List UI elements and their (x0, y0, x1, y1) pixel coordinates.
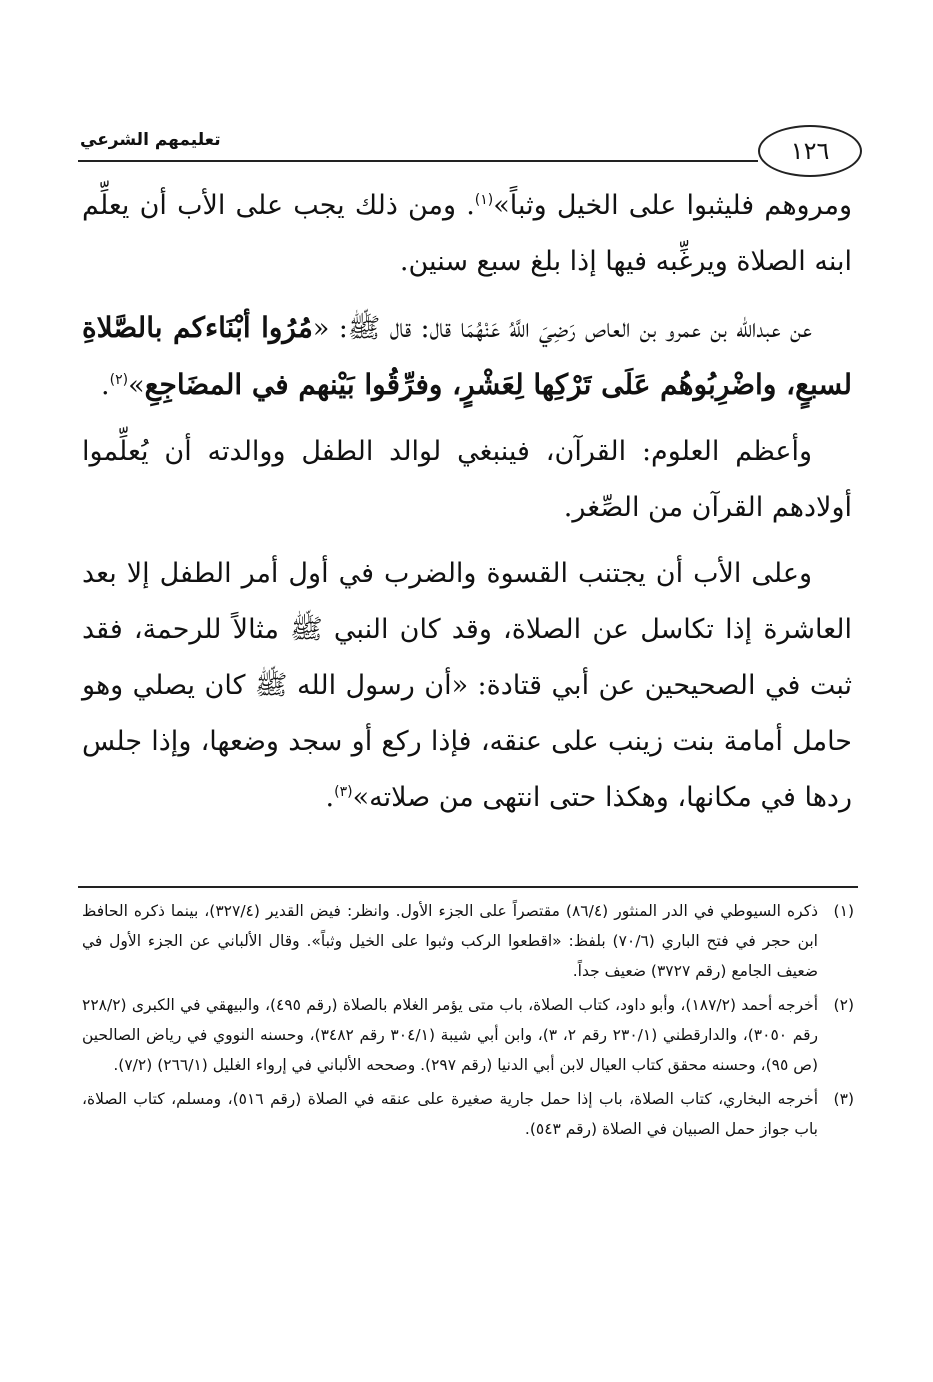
footnote-3-number: (٣) (833, 1090, 854, 1108)
paragraph-2-period: . (101, 370, 110, 401)
paragraph-1-text: ومروهم فليثبوا على الخيل وثباً» (493, 190, 852, 221)
paragraph-3: وأعظم العلوم: القرآن، فينبغي لوالد الطفل ووالدته أن يُعلِّموا أولادهم القرآن من الصِّغر. (82, 436, 852, 523)
footnote-2-text: أخرجه أحمد (١٨٧/٢)، وأبو داود، كتاب الصلاة، باب متى يؤمر الغلام بالصلاة (رقم ٤٩٥)، والبيهقي في الكبرى (٢٢٨/٢ رقم ٣٠٥٠)، والدارقطني (٢٣٠/١ رقم ٢، ٣)، وابن أبي شيبة (٣٠٤/١ رقم ٣٤٨٢)، وحسنه النووي في رياض الصالحين (ص ٩٥)، وحسنه محقق كتاب العيال لابن أبي الدنيا (رقم ٢٩٧). وصححه الألباني في إرواء الغليل (٢٦٦/١) (٧/٢). (82, 996, 819, 1074)
header-rule (78, 160, 758, 162)
footnote-3-text: أخرجه البخاري، كتاب الصلاة، باب إذا حمل جارية صغيرة على عنقه في الصلاة (رقم ٥١٦)، ومسلم، كتاب الصلاة، باب جواز حمل الصبيان في الصلاة (رقم ٥٤٣). (82, 1090, 819, 1138)
footnotes (82, 896, 854, 1148)
page-number-text: ١٢٦ (790, 137, 830, 165)
hadith-intro: عن عبدالله بن عمرو بن العاص رَضِيَ اللَّهُ عَنْهُمَا قال: قال ﷺ: « (312, 313, 812, 344)
footnote-2-number: (٢) (833, 996, 854, 1014)
paragraph-4-text: وعلى الأب أن يجتنب القسوة والضرب في أول أمر الطفل إلا بعد العاشرة إذا تكاسل عن الصلاة، وقد كان النبي ﷺ مثالاً للرحمة، فقد ثبت في الصحيحين عن أبي قتادة: «أن رسول الله ﷺ كان يصلي وهو حامل أمامة بنت زينب على عنقه، فإذا ركع أو سجد وضعها، وإذا جلس ردها في مكانها، وهكذا حتى انتهى من صلاته» (82, 558, 852, 813)
footnote-2 (82, 990, 854, 1080)
footnote-1 (82, 896, 854, 986)
running-header-title: تعليمهم الشرعي (80, 130, 221, 150)
paragraph-4-end: . (325, 782, 335, 813)
paragraph-1-continuation: . ومن ذلك يجب على الأب أن يعلِّم ابنه الصلاة ويرغِّبه فيها إذا بلغ سبع سنين. (82, 190, 852, 277)
footnote-ref-3: (٣) (334, 784, 353, 800)
paragraph-4 (82, 546, 852, 826)
footnote-ref-2: (٢) (109, 372, 129, 388)
footnote-1-text: ذكره السيوطي في الدر المنثور (٨٦/٤) مقتصراً على الجزء الأول. وانظر: فيض القدير (٣٢٧/٤)، بينما ذكره الحافظ ابن حجر في فتح الباري (٧٠/٦) بلفظ: «اقطعوا الركب وثبوا على الخيل وثباً». وقال الألباني عن الجزء الأول في ضعيف الجامع (رقم ٣٧٢٧) ضعيف جداً. (82, 902, 818, 980)
paragraph-2 (82, 300, 852, 414)
paragraph-1 (82, 178, 852, 290)
page-number (758, 125, 862, 177)
main-text (82, 178, 852, 826)
footnote-ref-1: (١) (474, 192, 494, 208)
footnote-separator (78, 886, 858, 888)
footnote-1-number: (١) (833, 902, 854, 920)
hadith-close-quote: » (128, 370, 145, 401)
footnote-3 (82, 1084, 854, 1144)
hadith-text: مُرُوا أبْنَاءكم بالصَّلاةِ لسبعٍ، واضْرِبُوهُم عَلَى تَرْكِها لِعَشْرٍ، وفرِّقُوا بَيْنهم في المضَاجِعِ (82, 311, 852, 401)
